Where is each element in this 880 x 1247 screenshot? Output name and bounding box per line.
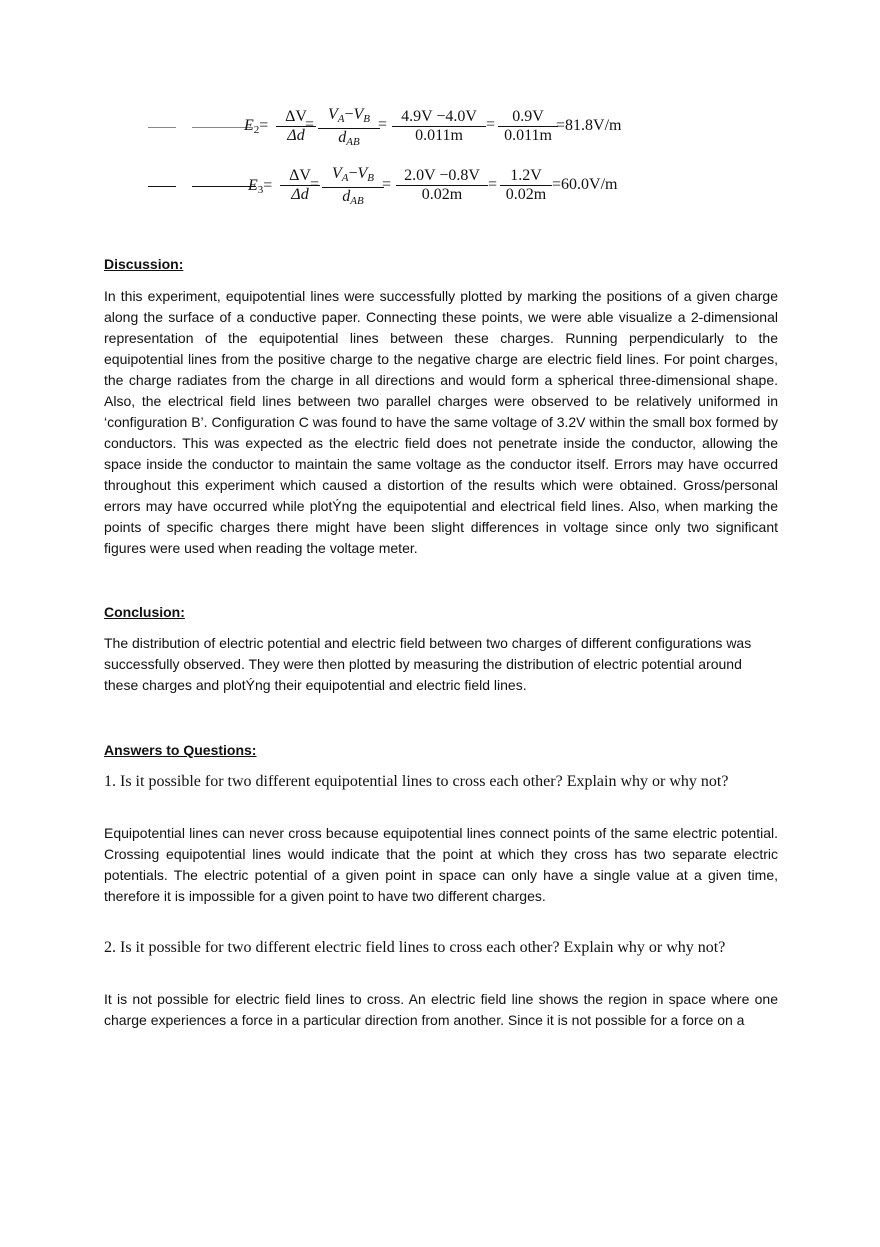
equation-lhs: E3=: [248, 177, 273, 196]
equation-result: =60.0V/m: [552, 176, 618, 193]
discussion-paragraph: In this experiment, equipotential lines were successfully plotted by marking the positions of a given charge along the surface of a conductive paper. Connecting these points, we were able visualize a 2-dimensional representation of the equipotential lines between these charges. Running perpendicularly to the equipotential lines from the positive charge to the negative charge are electric field lines. For point charges, the charge radiates from the charge in all directions and would form a spherical three-dimensional shape. Also, the electrical field lines between two parallel charges were observed to be relatively uniformed in ‘configuration B’. Configuration C was found to have the same voltage of 3.2V within the small box formed by conductors. This was expected as the electric field does not penetrate inside the conductor, allowing the space inside the conductor to maintain the same voltage as the conductor itself. Errors may have occurred throughout this experiment which caused a distortion of the results which were obtained. Gross/personal errors may have occurred while plotÝng the equipotential and electrical field lines. Also, when marking the points of specific charges there might have been slight differences in voltage since only two significant figures were used when reading the voltage meter.: [104, 288, 778, 556]
equation-fraction: $\frac{1.2V}{0.02m}$: [500, 167, 552, 204]
equation-fraction: $\frac{\Delta V}{\Delta d}$: [276, 108, 316, 145]
equation-leader-line: [192, 127, 252, 128]
discussion-heading: Discussion:: [104, 256, 184, 272]
question-1: 1. Is it possible for two different equipotential lines to cross each other? Explain why or why not?: [104, 773, 729, 790]
equation-fraction: $\frac{4.9V -4.0V}{0.011m}$: [392, 108, 486, 145]
equation-equals: =: [488, 176, 498, 193]
equation-equals: =: [378, 116, 388, 133]
equation-fraction: $\frac{0.9V}{0.011m}$: [498, 108, 558, 145]
equation-leader-line: [148, 127, 176, 128]
equation-leader-line: [148, 186, 176, 187]
question-2: 2. Is it possible for two different electric field lines to cross each other? Explain why or why not?: [104, 939, 726, 956]
conclusion-heading: Conclusion:: [104, 604, 185, 620]
answer-1-paragraph: Equipotential lines can never cross because equipotential lines connect points of the same electric potential. Crossing equipotential lines would indicate that the point at which they cross has two separate electric potentials. The electric potential of a given point in space can only have a single value at a given time, therefore it is impossible for a given point to have two different charges.: [104, 825, 778, 904]
equation-equals: =: [305, 116, 315, 133]
equation-leader-line: [192, 186, 256, 187]
equation-fraction: $\frac{\Delta V}{\Delta d}$: [280, 167, 320, 204]
equation-fraction: $V_A-V_B$ $d_{AB}$: [322, 165, 384, 210]
equation-fraction: $\frac{2.0V -0.8V}{0.02m}$: [396, 167, 488, 204]
equation-equals: =: [310, 176, 320, 193]
answer-2-paragraph: It is not possible for electric field lines to cross. An electric field line shows the region in space where one charge experiences a force in a particular direction from another. Since it is not possible for a force on a: [104, 991, 778, 1028]
answers-heading: Answers to Questions:: [104, 742, 257, 758]
equation-equals: =: [486, 116, 496, 133]
equation-fraction: $V_A-V_B$ $d_{AB}$: [318, 106, 380, 151]
conclusion-paragraph: The distribution of electric potential and electric field between two charges of different configurations was successfully observed. They were then plotted by measuring the distribution of electric potential around these charges and plotÝng their equipotential and electric field lines.: [104, 635, 752, 693]
equation-lhs: E2=: [244, 117, 269, 136]
equation-result: =81.8V/m: [556, 117, 622, 134]
equation-equals: =: [382, 176, 392, 193]
